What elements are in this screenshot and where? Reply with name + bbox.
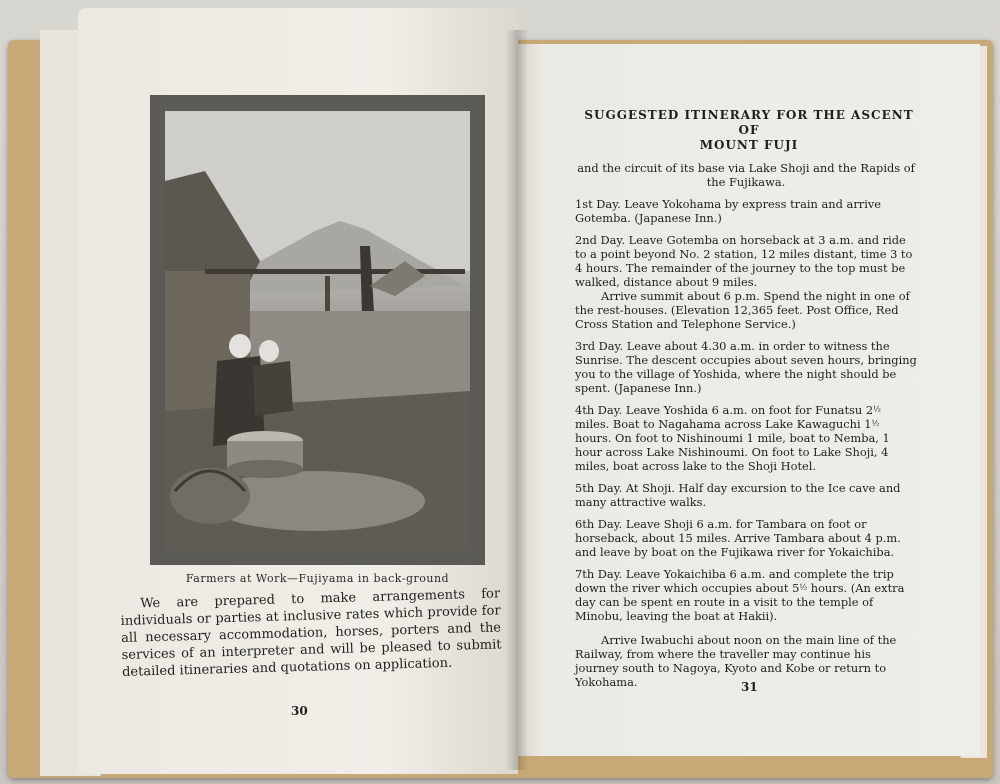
day-text-a: Leave Yokaichiba 6 a.m. and complete the trip down the river which occupies about 5 <box>575 567 894 595</box>
fraction: ½ <box>871 419 880 428</box>
day-text-a: Leave Yoshida 6 a.m. on foot for Funatsu 2 <box>625 403 874 417</box>
day-text: At Shoji. Half day excursion to the Ice cave and many attractive walks. <box>575 481 901 509</box>
day-text-c: hours. On foot to Nishinoumi 1 mile, boat to Nemba, 1 hour across Lake Nishinoumi. On foot to Lake Shoji, 4 miles, boat across lake to the Shoji Hotel. <box>575 431 890 473</box>
day-label: 1st Day. <box>575 197 621 211</box>
day-3 <box>575 339 917 395</box>
day-6 <box>575 517 917 559</box>
title-line-2: MOUNT FUJI <box>699 138 799 152</box>
day-5 <box>575 481 917 509</box>
day-1 <box>575 197 917 225</box>
day-label: 2nd Day. <box>575 233 625 247</box>
day-label: 6th Day. <box>575 517 623 531</box>
book-gutter <box>506 30 528 770</box>
day-label: 4th Day. <box>575 403 623 417</box>
day-7 <box>575 567 917 623</box>
day-label: 5th Day. <box>575 481 623 495</box>
day-text: Leave Gotemba on horseback at 3 a.m. and ride to a point beyond No. 2 station, 12 miles distant, time 3 to 4 hours. The remainder of the journey to the top must be walked, distance about 9 miles. <box>575 233 913 289</box>
day-text-b: hours. (An extra day can be spent en route in a visit to the temple of Minobu, leaving the boat at Hakii). <box>575 581 905 623</box>
fraction: ½ <box>873 405 881 414</box>
arrive-summit-note: Arrive summit about 6 p.m. Spend the night in one of the rest-houses. (Elevation 12,365 feet. Post Office, Red Cross Station and Telephone Service.) <box>575 289 910 331</box>
day-text: Leave about 4.30 a.m. in order to witness the Sunrise. The descent occupies about seven hours, bringing you to the village of Yoshida, where the night should be spent. (Japanese Inn.) <box>575 339 917 395</box>
photo-caption: Farmers at Work—Fujiyama in back-ground <box>185 572 450 585</box>
farmers-photo <box>165 111 470 551</box>
day-text: Leave Shoji 6 a.m. for Tambara on foot or horseback, about 15 miles. Arrive Tambara about 4 p.m. and leave by boat on the Fujikawa river for Yokaichiba. <box>575 517 901 559</box>
farmers-illustration <box>165 111 470 551</box>
page-number-right: 31 <box>741 680 758 694</box>
left-page-paragraph: We are prepared to make arrangements for individuals or parties at inclusive rates which provide for all necessary accommodation, horses, porters and the services of an interpreter and will be pleased to submit detailed itineraries and quotations on application. <box>120 586 502 680</box>
day-4 <box>575 403 917 473</box>
fraction: ½ <box>799 583 808 592</box>
day-2 <box>575 233 917 331</box>
itinerary-title <box>581 108 917 153</box>
closing-paragraph: Arrive Iwabuchi about noon on the main line of the Railway, from where the traveller may continue his journey south to Nagoya, Kyoto and Kobe or return to Yokohama. <box>575 633 897 689</box>
page-number-left: 30 <box>291 704 308 718</box>
day-text: Leave Yokohama by express train and arrive Gotemba. (Japanese Inn.) <box>575 197 882 225</box>
day-label: 7th Day. <box>575 567 623 581</box>
itinerary-content <box>575 108 917 689</box>
title-line-1: SUGGESTED ITINERARY FOR THE ASCENT OF <box>584 108 914 137</box>
day-label: 3rd Day. <box>575 339 624 353</box>
itinerary-subtitle: and the circuit of its base via Lake Shoji and the Rapids of the Fujikawa. <box>577 161 915 189</box>
day-text-b: miles. Boat to Nagahama across Lake Kawaguchi 1 <box>575 417 872 431</box>
